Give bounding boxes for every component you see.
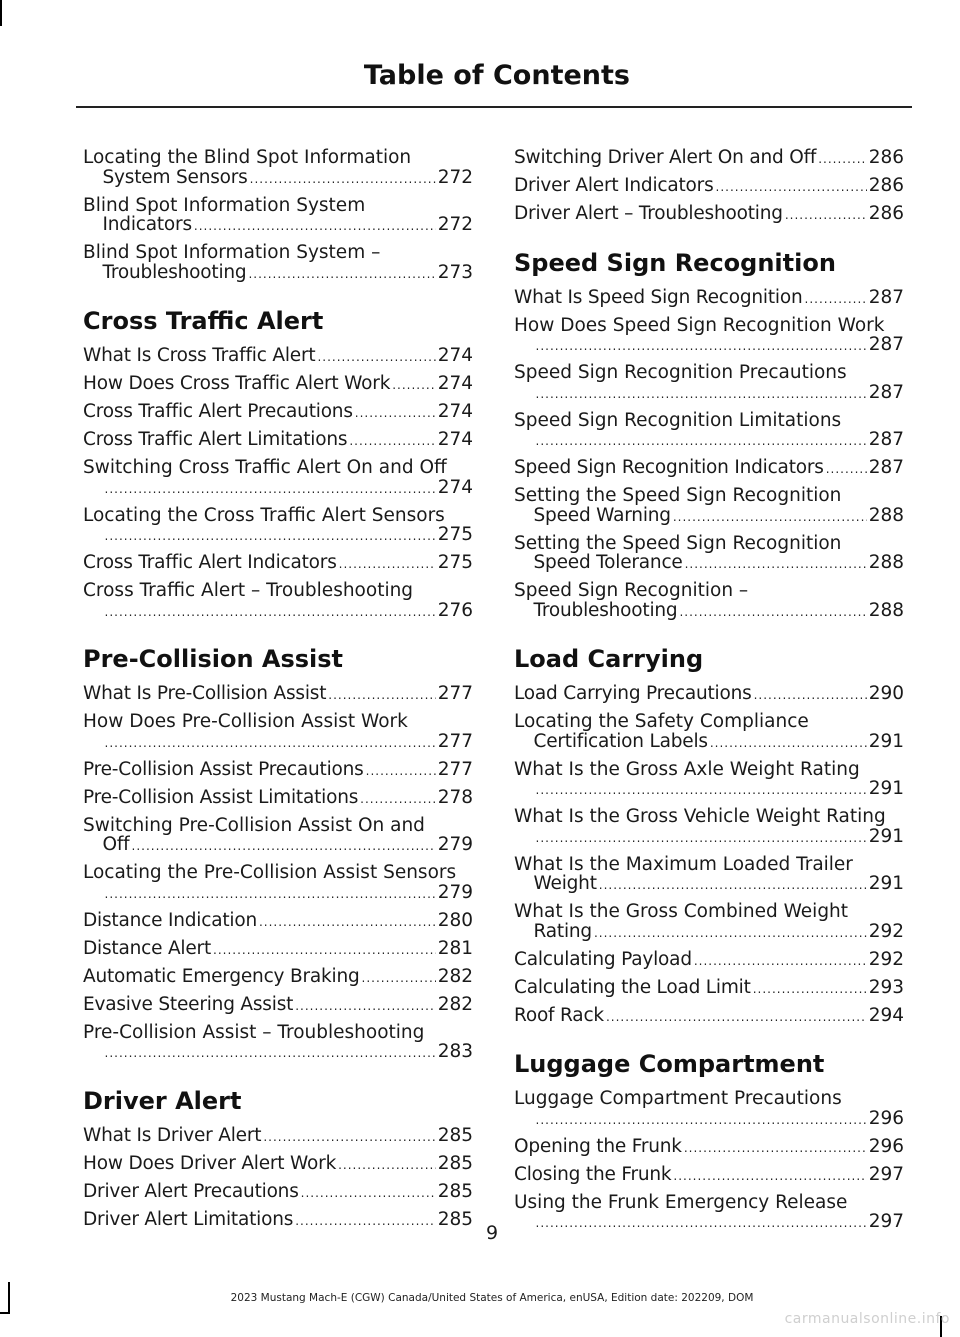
- section-heading: Driver Alert: [83, 1086, 242, 1115]
- toc-page-number: 288: [868, 599, 904, 621]
- dot-leader: [536, 781, 867, 801]
- toc-page-number: 277: [437, 730, 473, 752]
- toc-entry-continuation: [83, 478, 473, 500]
- toc-entry[interactable]: [514, 176, 904, 198]
- toc-entry-line: [83, 788, 473, 810]
- dot-leader: [785, 206, 867, 226]
- toc-entry[interactable]: [514, 902, 904, 943]
- toc-page-number: 279: [437, 881, 473, 903]
- dot-leader: [753, 980, 867, 1000]
- dot-leader: [716, 178, 867, 198]
- dot-leader: [679, 603, 866, 623]
- toc-entry-multiline: [83, 506, 473, 547]
- toc-entry-title: Speed Sign Recognition Indicators: [514, 457, 824, 478]
- section-heading: Cross Traffic Alert: [83, 307, 324, 335]
- toc-entry-title: Switching Pre-Collision Assist On and: [83, 814, 425, 836]
- dot-leader: [349, 432, 435, 452]
- toc-entry-continuation: [514, 335, 904, 357]
- dot-leader: [105, 527, 436, 547]
- toc-entry-title: Cross Traffic Alert Indicators: [83, 552, 337, 573]
- toc-entry[interactable]: [83, 863, 473, 904]
- toc-page-number: 279: [437, 834, 473, 855]
- toc-entry-line: [514, 458, 904, 480]
- toc-page-number: 272: [437, 166, 473, 188]
- toc-entry-title: Blind Spot Information System: [83, 194, 366, 216]
- toc-entry-line: [83, 939, 473, 961]
- toc-entry-continuation: [514, 601, 904, 623]
- toc-entry-continuation: [83, 601, 473, 623]
- toc-entry[interactable]: [83, 816, 473, 857]
- toc-page-number: 287: [868, 429, 904, 450]
- dot-leader: [194, 217, 436, 237]
- toc-page-number: 273: [437, 261, 473, 283]
- toc-entry-title-cont: Rating: [533, 920, 592, 942]
- toc-entry-line: [83, 374, 473, 396]
- dot-leader: [105, 480, 436, 500]
- toc-entry[interactable]: [83, 346, 473, 368]
- toc-entry-line: [83, 995, 473, 1017]
- section-heading: Pre-Collision Assist: [83, 645, 344, 673]
- toc-entry[interactable]: [83, 1023, 473, 1064]
- toc-entry-continuation: [514, 874, 904, 896]
- dot-leader: [536, 337, 867, 357]
- toc-entry-title: Speed Sign Recognition Limitations: [514, 409, 842, 431]
- toc-entry-title: Evasive Steering Assist: [83, 993, 294, 1015]
- toc-page-number: 285: [437, 1124, 473, 1146]
- toc-page-number: 285: [437, 1152, 473, 1174]
- section-heading: Load Carrying: [514, 645, 704, 673]
- dot-leader: [366, 762, 436, 782]
- toc-entry-continuation: [514, 430, 904, 452]
- toc-entry-multiline: [83, 816, 473, 857]
- toc-entry-title: Pre-Collision Assist Precautions: [83, 758, 364, 780]
- dot-leader: [339, 555, 436, 575]
- toc-page-number: 285: [437, 1208, 473, 1230]
- toc-entry[interactable]: [514, 534, 904, 575]
- toc-entry-title: Using the Frunk Emergency Release: [514, 1191, 848, 1213]
- toc-entry-multiline: [83, 458, 473, 499]
- toc-entry[interactable]: [83, 581, 473, 622]
- toc-page-number: 286: [868, 147, 904, 168]
- toc-entry-line: [83, 1154, 473, 1176]
- toc-page-number: 276: [437, 599, 473, 621]
- toc-entry-continuation: [514, 553, 904, 575]
- toc-entry-multiline: [514, 712, 904, 753]
- toc-page-number: 297: [868, 1211, 904, 1232]
- toc-entry-multiline: [514, 581, 904, 622]
- toc-entry-title: Driver Alert – Troubleshooting: [514, 203, 783, 224]
- toc-page-number: 287: [868, 457, 904, 478]
- toc-entry-line: [83, 1126, 473, 1148]
- dot-leader: [673, 1167, 866, 1187]
- toc-entry[interactable]: [83, 684, 473, 706]
- toc-entry-title-cont: Speed Tolerance: [533, 552, 683, 573]
- toc-page-number: 275: [437, 524, 473, 545]
- toc-entry[interactable]: [83, 196, 473, 237]
- toc-entry[interactable]: [514, 1089, 904, 1130]
- toc-page-number: 274: [437, 401, 473, 422]
- crop-mark-bottom-left-h: [0, 1312, 10, 1314]
- toc-entry[interactable]: [514, 288, 904, 310]
- toc-entry-title: Calculating Payload: [514, 948, 692, 970]
- toc-entry-continuation: [514, 506, 904, 528]
- toc-entry-line: [83, 911, 473, 933]
- dot-leader: [317, 348, 435, 368]
- toc-entry-title: Pre-Collision Assist – Troubleshooting: [83, 1021, 425, 1043]
- toc-entry-multiline: [83, 148, 473, 189]
- toc-entry-title: Cross Traffic Alert Precautions: [83, 401, 353, 422]
- toc-entry-title: Switching Cross Traffic Alert On and Off: [83, 457, 447, 478]
- toc-entry-title-cont: Weight: [533, 873, 597, 894]
- toc-entry-multiline: [514, 363, 904, 404]
- toc-entry-continuation: [83, 732, 473, 754]
- toc-entry-title: Driver Alert Indicators: [514, 175, 714, 196]
- dot-leader: [105, 603, 436, 623]
- toc-entry[interactable]: [514, 855, 904, 896]
- toc-entry-title: Opening the Frunk: [514, 1135, 682, 1157]
- toc-entry-continuation: [514, 827, 904, 849]
- toc-entry[interactable]: [514, 458, 904, 480]
- toc-entry-line: [514, 148, 904, 170]
- toc-entry[interactable]: [83, 939, 473, 961]
- toc-page-number: 297: [868, 1163, 904, 1185]
- toc-page-number: 294: [868, 1004, 904, 1026]
- toc-page-number: 287: [868, 381, 904, 403]
- toc-entry-title: Cross Traffic Alert Limitations: [83, 429, 348, 450]
- toc-entry[interactable]: [83, 458, 473, 499]
- toc-entry[interactable]: [514, 486, 904, 527]
- toc-entry-title: How Does Pre-Collision Assist Work: [83, 711, 408, 732]
- toc-page-number: 291: [868, 825, 904, 847]
- toc-right-column: [514, 148, 904, 1240]
- toc-page-number: 274: [437, 476, 473, 498]
- toc-entry[interactable]: [83, 1126, 473, 1148]
- toc-entry-title: Blind Spot Information System –: [83, 242, 381, 263]
- dot-leader: [606, 1008, 867, 1028]
- toc-entry[interactable]: [83, 995, 473, 1017]
- dot-leader: [536, 385, 867, 405]
- toc-page-number: 277: [437, 683, 473, 704]
- toc-entry-multiline: [514, 486, 904, 527]
- toc-entry[interactable]: [514, 760, 904, 801]
- toc-entry[interactable]: [83, 911, 473, 933]
- toc-entry[interactable]: [514, 807, 904, 848]
- toc-entry-title: How Does Driver Alert Work: [83, 1152, 337, 1174]
- dot-leader: [594, 924, 867, 944]
- toc-page-number: 291: [868, 730, 904, 752]
- dot-leader: [685, 555, 867, 575]
- toc-entry-line: [514, 1137, 904, 1159]
- toc-page-number: 282: [437, 965, 473, 987]
- toc-entry-title: Cross Traffic Alert – Troubleshooting: [83, 580, 414, 601]
- dot-leader: [684, 1139, 867, 1159]
- page-title: Table of Contents: [363, 60, 630, 91]
- toc-entry[interactable]: [514, 204, 904, 226]
- dot-leader: [599, 876, 867, 896]
- toc-entry-line: [83, 430, 473, 452]
- toc-entry[interactable]: [514, 1006, 904, 1028]
- toc-entry-title: What Is Pre-Collision Assist: [83, 683, 327, 704]
- toc-page-number: 278: [437, 786, 473, 808]
- toc-entry-title-cont: Troubleshooting: [533, 599, 678, 621]
- toc-page-number: 274: [437, 373, 473, 394]
- toc-page-number: 272: [437, 214, 473, 235]
- toc-entry-title: Roof Rack: [514, 1004, 604, 1026]
- toc-page-number: 281: [437, 937, 473, 959]
- toc-entry-multiline: [83, 196, 473, 237]
- toc-entry[interactable]: [83, 430, 473, 452]
- toc-entry-multiline: [514, 411, 904, 452]
- toc-entry[interactable]: [83, 1154, 473, 1176]
- toc-entry[interactable]: [514, 712, 904, 753]
- dot-leader: [301, 1184, 436, 1204]
- dot-leader: [392, 376, 435, 396]
- page-number: 9: [485, 1222, 499, 1244]
- toc-page-number: 275: [437, 552, 473, 573]
- toc-page-number: 292: [868, 948, 904, 970]
- toc-entry-title: What Is the Gross Vehicle Weight Rating: [514, 806, 886, 827]
- dot-leader: [805, 290, 867, 310]
- toc-entry-line: [514, 176, 904, 198]
- toc-entry-title: What Is Speed Sign Recognition: [514, 286, 803, 308]
- toc-entry-continuation: [514, 1109, 904, 1131]
- toc-entry-multiline: [514, 807, 904, 848]
- toc-page-number: 286: [868, 203, 904, 224]
- toc-entry-title-cont: Troubleshooting: [102, 261, 247, 283]
- dot-leader: [105, 734, 436, 754]
- toc-entry-line: [83, 1182, 473, 1204]
- toc-entry-title-cont: System Sensors: [102, 166, 248, 188]
- toc-entry[interactable]: [83, 553, 473, 575]
- toc-entry-multiline: [83, 1023, 473, 1064]
- toc-entry-title: Distance Alert: [83, 937, 212, 959]
- toc-entry-line: [83, 760, 473, 782]
- toc-entry[interactable]: [83, 788, 473, 810]
- header-divider: [76, 106, 912, 108]
- section-heading: Speed Sign Recognition: [514, 248, 836, 277]
- toc-entry[interactable]: [83, 374, 473, 396]
- toc-entry-line: [83, 553, 473, 575]
- crop-mark-top-left: [0, 0, 2, 26]
- toc-entry-line: [83, 346, 473, 368]
- dot-leader: [826, 460, 867, 480]
- dot-leader: [536, 432, 867, 452]
- toc-entry-title: Luggage Compartment Precautions: [514, 1088, 842, 1109]
- toc-page-number: 291: [868, 873, 904, 894]
- dot-leader: [263, 1128, 435, 1148]
- toc-entry[interactable]: [83, 967, 473, 989]
- toc-entry[interactable]: [514, 316, 904, 357]
- toc-entry-continuation: [83, 525, 473, 547]
- toc-left-column: [83, 148, 473, 1238]
- toc-entry-title: Setting the Speed Sign Recognition: [514, 485, 842, 506]
- toc-entry-title: Setting the Speed Sign Recognition: [514, 532, 842, 554]
- toc-entry[interactable]: [83, 1182, 473, 1204]
- toc-entry[interactable]: [83, 148, 473, 189]
- toc-entry-title: Load Carrying Precautions: [514, 683, 752, 704]
- toc-entry[interactable]: [83, 712, 473, 753]
- dot-leader: [132, 837, 436, 857]
- toc-entry-continuation: [83, 883, 473, 905]
- dot-leader: [338, 1156, 436, 1176]
- toc-page-number: 274: [437, 345, 473, 366]
- watermark-text: carmanualsonline.info: [784, 1311, 950, 1327]
- toc-page-number: 296: [868, 1135, 904, 1157]
- dot-leader: [295, 997, 436, 1017]
- dot-leader: [355, 404, 436, 424]
- toc-entry-multiline: [514, 1089, 904, 1130]
- toc-page-number: 287: [868, 286, 904, 308]
- toc-entry-title-cont: Certification Labels: [533, 730, 708, 752]
- toc-page-number: 290: [868, 683, 904, 704]
- toc-page-number: 285: [437, 1180, 473, 1202]
- toc-entry[interactable]: [83, 506, 473, 547]
- toc-page-number: 291: [868, 778, 904, 799]
- toc-entry-title: How Does Speed Sign Recognition Work: [514, 314, 885, 336]
- toc-entry-multiline: [83, 243, 473, 284]
- toc-entry-continuation: [83, 215, 473, 237]
- toc-entry-line: [514, 1006, 904, 1028]
- toc-entry-title: Driver Alert Limitations: [83, 1208, 294, 1230]
- toc-entry-title: What Is Driver Alert: [83, 1124, 262, 1146]
- toc-page-number: 286: [868, 175, 904, 196]
- toc-entry-multiline: [514, 534, 904, 575]
- dot-leader: [213, 941, 436, 961]
- toc-entry[interactable]: [514, 411, 904, 452]
- toc-entry-title: Locating the Pre-Collision Assist Sensors: [83, 862, 457, 883]
- dot-leader: [250, 170, 436, 190]
- toc-entry[interactable]: [514, 581, 904, 622]
- toc-entry-title: Locating the Blind Spot Information: [83, 147, 412, 168]
- dot-leader: [259, 913, 436, 933]
- toc-entry-line: [514, 288, 904, 310]
- toc-entry-multiline: [83, 712, 473, 753]
- section-heading: Luggage Compartment: [514, 1050, 825, 1078]
- dot-leader: [754, 686, 867, 706]
- toc-entry-title: Closing the Frunk: [514, 1163, 672, 1185]
- toc-entry-continuation: [514, 732, 904, 754]
- toc-entry-title: Calculating the Load Limit: [514, 976, 751, 998]
- toc-entry-title: Distance Indication: [83, 909, 257, 931]
- dot-leader: [694, 952, 867, 972]
- toc-entry-line: [83, 967, 473, 989]
- toc-page-number: 282: [437, 993, 473, 1015]
- edition-note: 2023 Mustang Mach-E (CGW) Canada/United States of America, enUSA, Edition date: 202209, DOM: [230, 1292, 754, 1304]
- toc-entry[interactable]: [514, 1137, 904, 1159]
- toc-entry-multiline: [83, 581, 473, 622]
- toc-page-number: 280: [437, 909, 473, 931]
- dot-leader: [818, 150, 866, 170]
- toc-entry-title: What Is the Gross Combined Weight: [514, 901, 849, 922]
- toc-entry-continuation: [83, 168, 473, 190]
- toc-entry[interactable]: [514, 978, 904, 1000]
- toc-entry-title: Speed Sign Recognition –: [514, 580, 749, 601]
- toc-entry-continuation: [83, 1042, 473, 1064]
- toc-page-number: 293: [868, 976, 904, 998]
- toc-entry[interactable]: [514, 148, 904, 170]
- toc-entry-line: [514, 204, 904, 226]
- toc-entry-multiline: [514, 760, 904, 801]
- dot-leader: [105, 1044, 436, 1064]
- toc-entry-title: What Is Cross Traffic Alert: [83, 345, 316, 366]
- toc-entry-multiline: [514, 855, 904, 896]
- toc-entry[interactable]: [83, 402, 473, 424]
- toc-entry-line: [514, 1165, 904, 1187]
- toc-entry-title: Switching Driver Alert On and Off: [514, 147, 817, 168]
- toc-entry-title: Locating the Cross Traffic Alert Sensors: [83, 504, 445, 526]
- toc-page-number: 277: [437, 758, 473, 780]
- dot-leader: [105, 885, 436, 905]
- toc-entry-line: [83, 402, 473, 424]
- toc-entry-continuation: [514, 779, 904, 801]
- toc-entry[interactable]: [514, 950, 904, 972]
- toc-entry-title-cont: Speed Warning: [533, 504, 671, 526]
- toc-entry-continuation: [83, 263, 473, 285]
- toc-page-number: 292: [868, 920, 904, 942]
- toc-entry-title: Locating the Safety Compliance: [514, 711, 809, 732]
- toc-entry-line: [514, 950, 904, 972]
- dot-leader: [362, 969, 436, 989]
- toc-entry-title-cont: Indicators: [102, 214, 192, 235]
- dot-leader: [328, 686, 435, 706]
- toc-entry[interactable]: [514, 363, 904, 404]
- toc-entry-line: [514, 978, 904, 1000]
- dot-leader: [673, 508, 867, 528]
- toc-entry-title: Automatic Emergency Braking: [83, 965, 360, 987]
- dot-leader: [248, 265, 435, 285]
- toc-entry-title: What Is the Maximum Loaded Trailer: [514, 853, 853, 875]
- toc-entry[interactable]: [514, 684, 904, 706]
- dot-leader: [710, 734, 867, 754]
- toc-entry-title: What Is the Gross Axle Weight Rating: [514, 758, 860, 780]
- toc-entry-line: [514, 684, 904, 706]
- dot-leader: [536, 829, 867, 849]
- toc-entry-line: [83, 684, 473, 706]
- toc-entry-title: How Does Cross Traffic Alert Work: [83, 373, 391, 394]
- toc-page-number: 274: [437, 429, 473, 450]
- toc-entry-multiline: [514, 316, 904, 357]
- toc-entry-continuation: [514, 383, 904, 405]
- toc-entry[interactable]: [83, 760, 473, 782]
- toc-page-number: 283: [437, 1041, 473, 1062]
- toc-entry-title: Speed Sign Recognition Precautions: [514, 362, 847, 383]
- toc-page-number: 296: [868, 1107, 904, 1129]
- toc-entry-title: Pre-Collision Assist Limitations: [83, 786, 359, 808]
- toc-entry[interactable]: [83, 243, 473, 284]
- dot-leader: [536, 1111, 867, 1131]
- toc-entry-title: Driver Alert Precautions: [83, 1180, 299, 1202]
- toc-entry-continuation: [83, 835, 473, 857]
- toc-page-number: 288: [868, 504, 904, 526]
- toc-entry-multiline: [83, 863, 473, 904]
- toc-entry-multiline: [514, 902, 904, 943]
- toc-entry-title-cont: Off: [102, 834, 130, 855]
- toc-entry-continuation: [514, 922, 904, 944]
- toc-entry[interactable]: [514, 1165, 904, 1187]
- dot-leader: [360, 790, 436, 810]
- toc-page-number: 288: [868, 552, 904, 573]
- toc-page-number: 287: [868, 334, 904, 355]
